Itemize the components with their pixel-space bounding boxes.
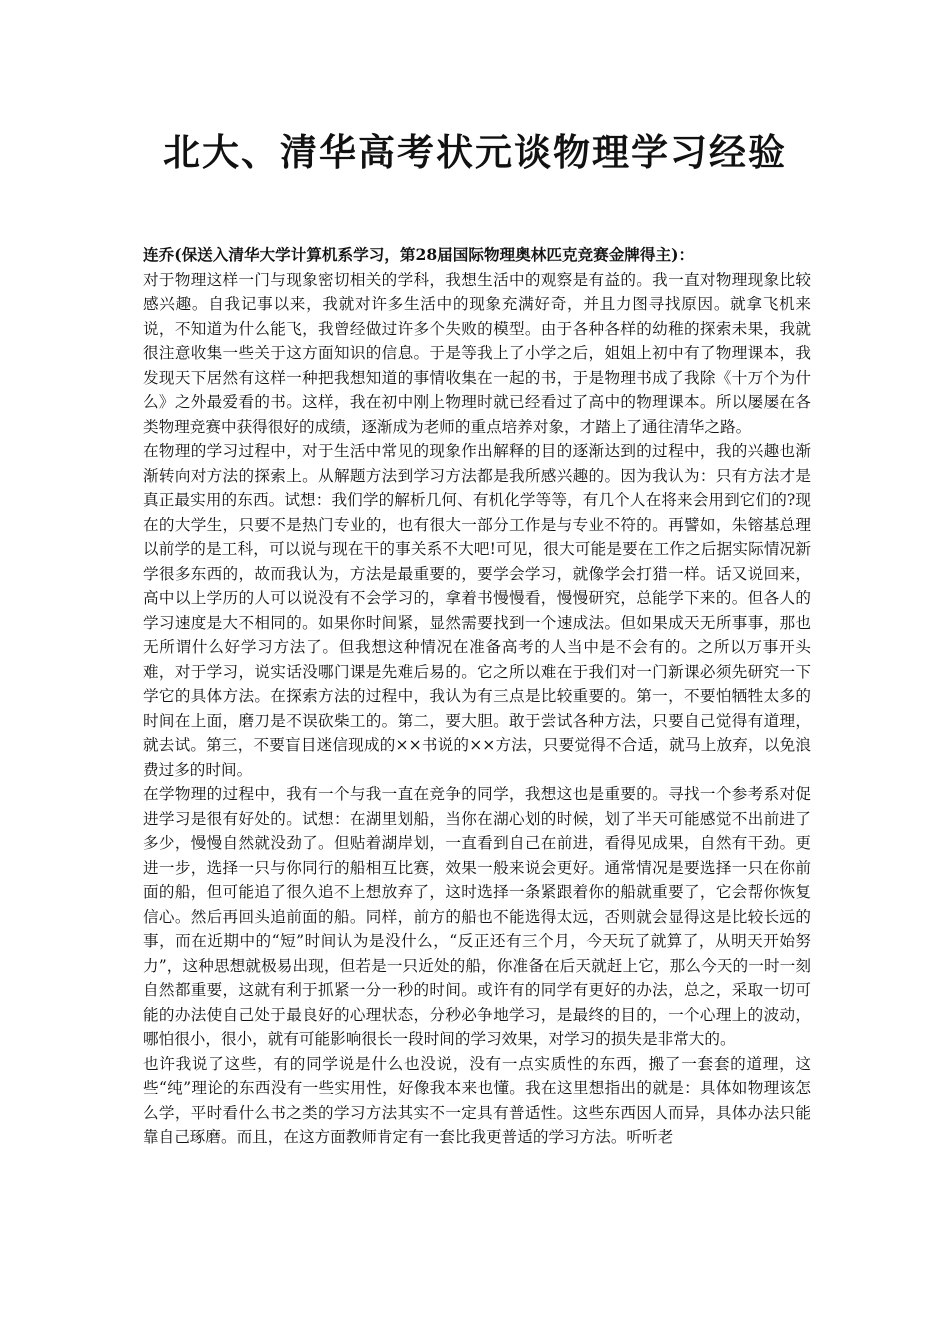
author-intro: 连乔(保送入清华大学计算机系学习，第28届国际物理奥林匹克竞赛金牌得主)： [143,245,695,264]
body-paragraph: 在物理的学习过程中，对于生活中常见的现象作出解释的目的逐渐达到的过程中，我的兴趣也渐渐转向对方法的探索上。从解题方法到学习方法都是我所感兴趣的。因为我认为：只有方法才是真正最实用的东西。试想：我们学的解析几何、有机化学等等，有几个人在将来会用到它们的?现在的大学生，只要不是热门专业的，也有很大一部分工作是与专业不符的。再譬如，朱镕基总理以前学的是工科，可以说与现在干的事关系不大吧!可见，很大可能是要在工作之后据实际情况新学很多东西的，故而我认为，方法是最重要的，要学会学习，就像学会打猎一样。话又说回来，高中以上学历的人可以说没有不会学习的，拿着书慢慢看，慢慢研究，总能学下来的。但各人的学习速度是大不相同的。如果你时间紧，显然需要找到一个速成法。但如果成天无所事事，那也无所谓什么好学习方法了。但我想这种情况在准备高考的人当中是不会有的。之所以万事开头难，对于学习，说实话没哪门课是先难后易的。它之所以难在于我们对一门新课必须先研究一下学它的具体方法。在探索方法的过程中，我认为有三点是比较重要的。第一，不要怕牺牲太多的时间在上面，磨刀是不误砍柴工的。第二，要大胆。敢于尝试各种方法，只要自己觉得有道理，就去试。第三，不要盲目迷信现成的××书说的××方法，只要觉得不合适，就马上放弃，以免浪费过多的时间。 [143,442,811,779]
body-paragraph: 也许我说了这些，有的同学说是什么也没说，没有一点实质性的东西，搬了一套套的道理，这些“纯”理论的东西没有一些实用性，好像我本来也懂。我在这里想指出的就是：具体如物理该怎么学，平时看什么书之类的学习方法其实不一定具有普适性。这些东西因人而异，具体办法只能靠自己琢磨。而且，在这方面教师肯定有一套比我更普适的学习方法。听听老 [143,1054,811,1146]
document-title: 北大、清华高考状元谈物理学习经验 [163,130,787,174]
body-paragraph: 对于物理这样一门与现象密切相关的学科，我想生活中的观察是有益的。我一直对物理现象比较感兴趣。自我记事以来，我就对许多生活中的现象充满好奇，并且力图寻找原因。就拿飞机来说，不知道为什么能飞，我曾经做过许多个失败的模型。由于各种各样的幼稚的探索未果，我就很注意收集一些关于这方面知识的信息。于是等我上了小学之后，姐姐上初中有了物理课本，我发现天下居然有这样一种把我想知道的事情收集在一起的书，于是物理书成了我除《十万个为什么》之外最爱看的书。这样，我在初中刚上物理时就已经看过了高中的物理课本。所以屡屡在各类物理竞赛中获得很好的成绩，逐渐成为老师的重点培养对象，才踏上了通往清华之路。 [143,270,811,436]
document-body [143,243,811,1150]
body-paragraph: 在学物理的过程中，我有一个与我一直在竞争的同学，我想这也是重要的。寻找一个参考系对促进学习是很有好处的。试想：在湖里划船，当你在湖心划的时候，划了半天可能感觉不出前进了多少，慢慢自然就没劲了。但贴着湖岸划，一直看到自己在前进，看得见成果，自然有干劲。更进一步，选择一只与你同行的船相互比赛，效果一般来说会更好。通常情况是要选择一只在你前面的船，但可能追了很久追不上想放弃了，这时选择一条紧跟着你的船就重要了，它会帮你恢复信心。然后再回头追前面的船。同样，前方的船也不能选得太远，否则就会显得这是比较长远的事，而在近期中的“短”时间认为是没什么，“反正还有三个月，今天玩了就算了，从明天开始努力”，这种思想就极易出现，但若是一只近处的船，你准备在后天就赶上它，那么今天的一时一刻自然都重要，这就有利于抓紧一分一秒的时间。或许有的同学有更好的办法，总之，采取一切可能的办法使自己处于最良好的心理状态，分秒必争地学习，是最终的目的，一个心理上的波动，哪怕很小，很小，就有可能影响很长一段时间的学习效果，对学习的损失是非常大的。 [143,785,811,1048]
